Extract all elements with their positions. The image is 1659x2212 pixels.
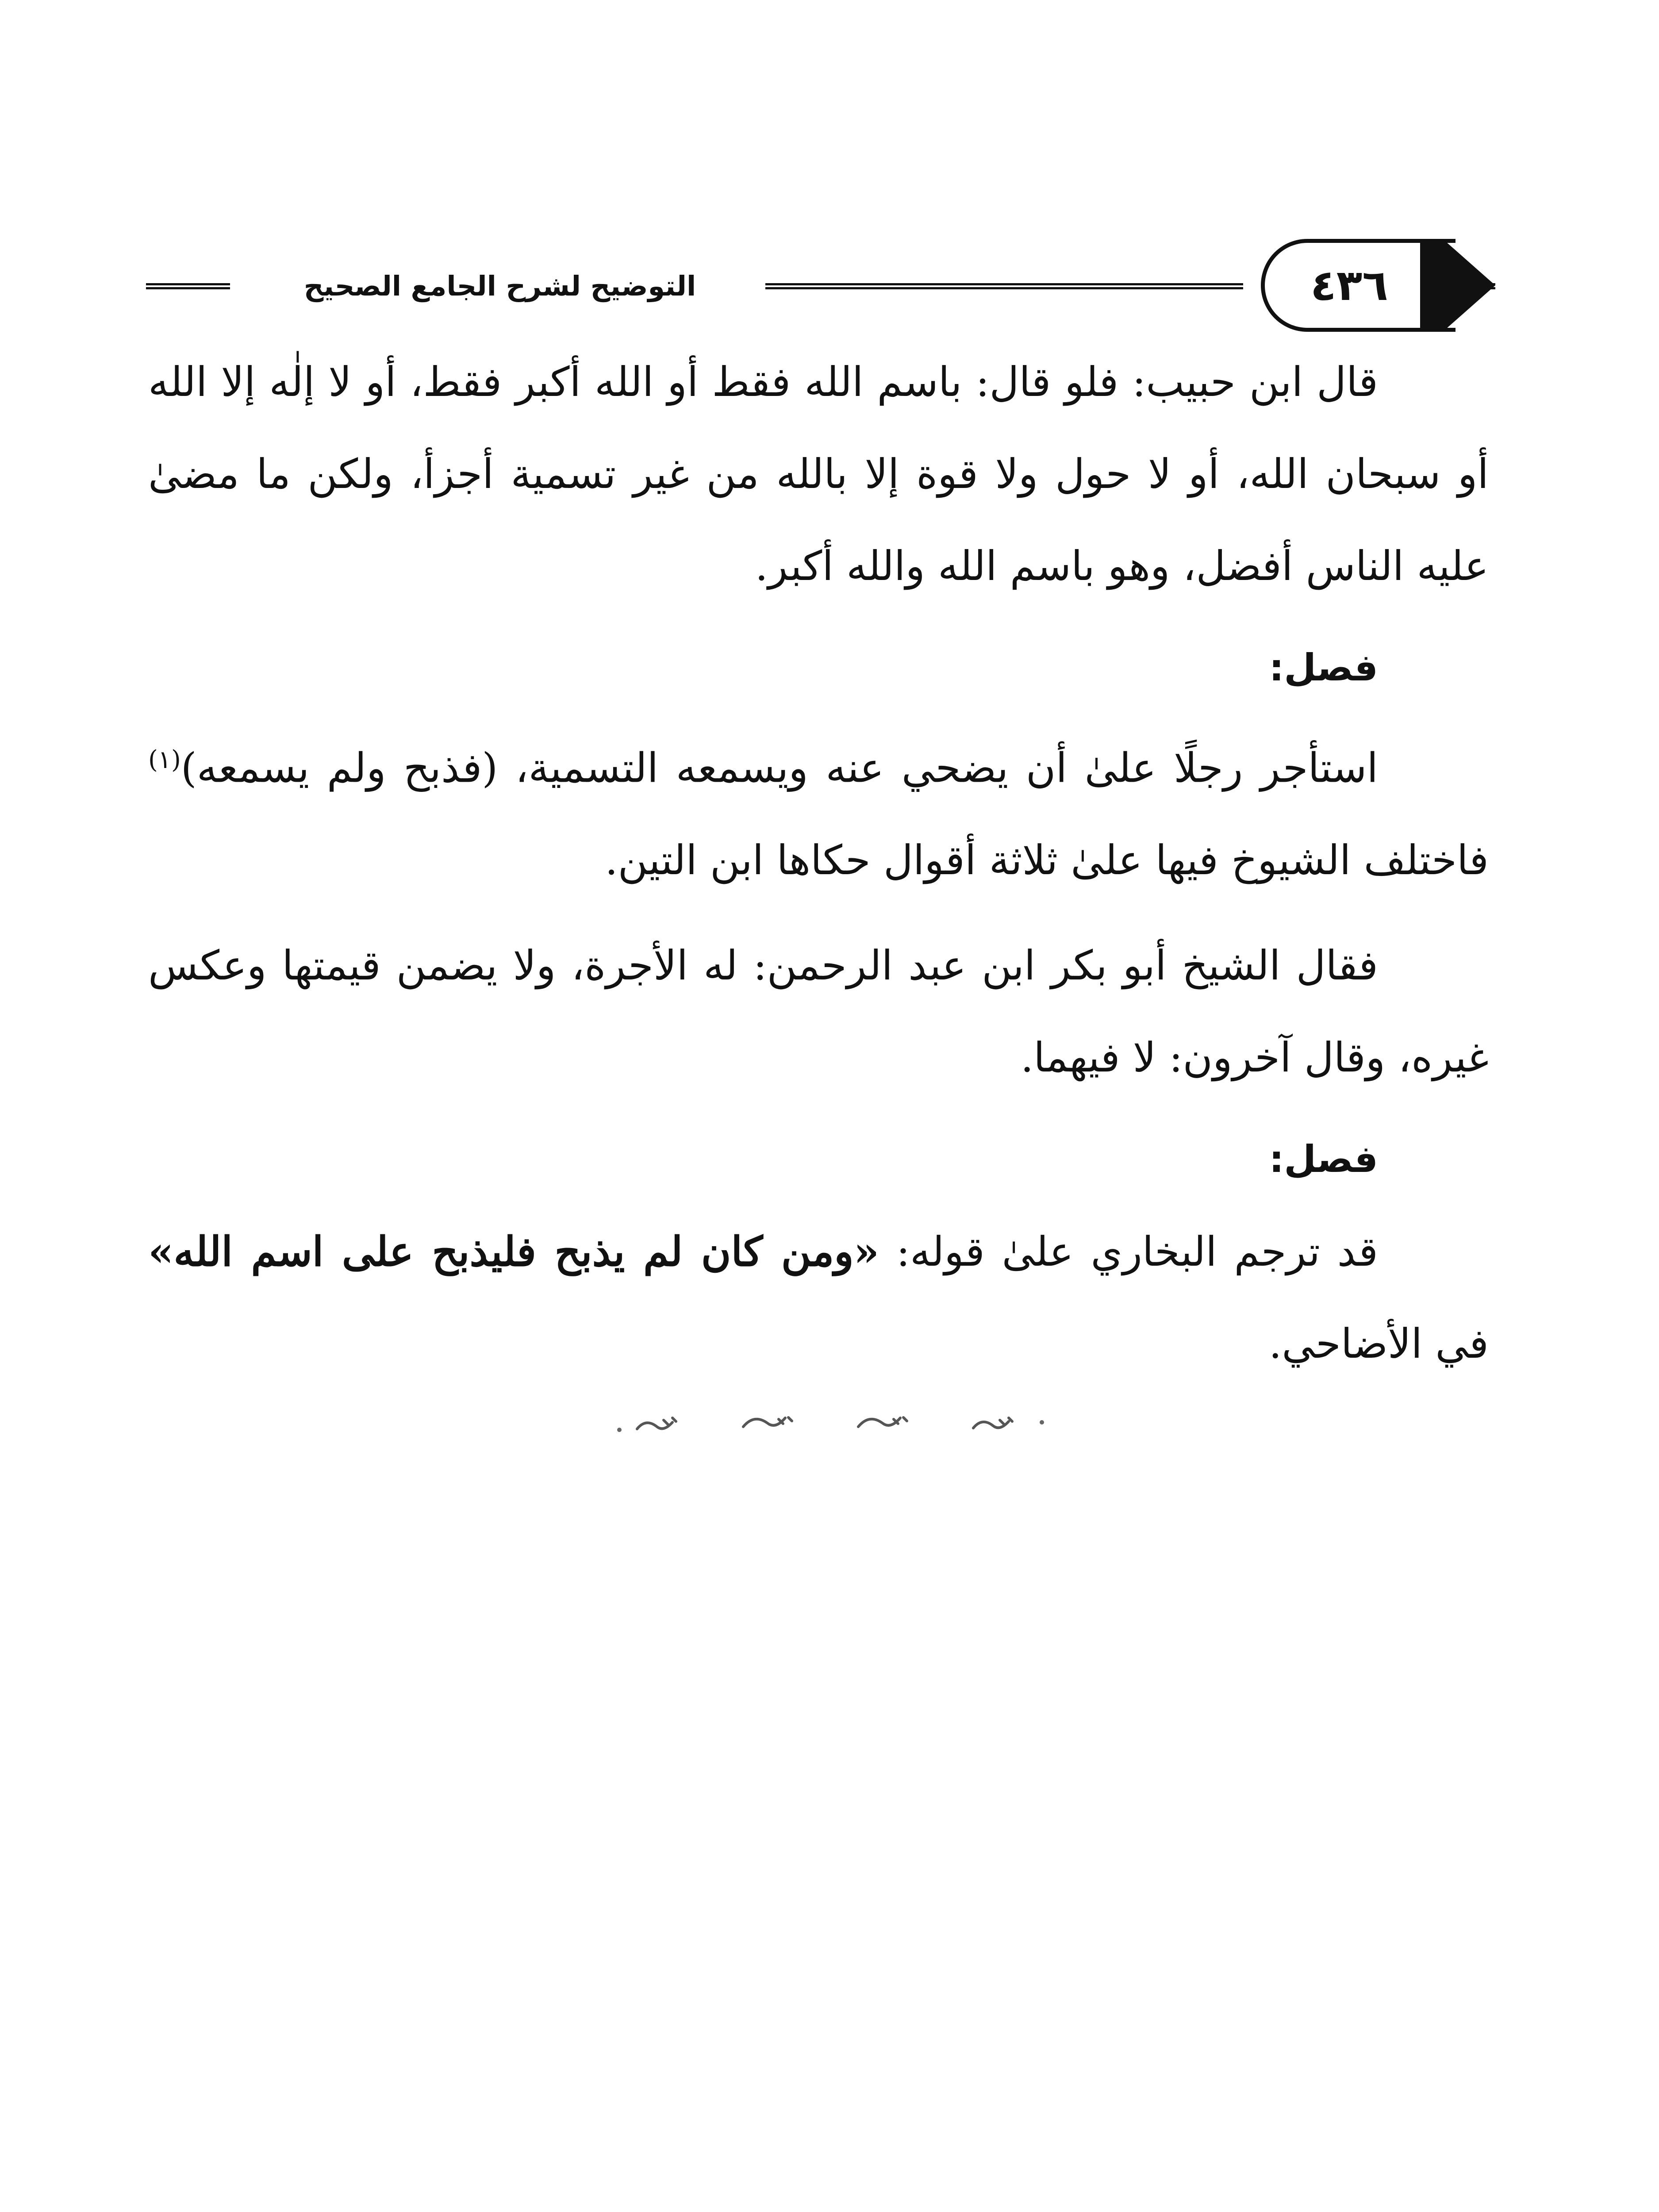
page-number: ٤٣٦ (1310, 261, 1388, 310)
running-title: التوضيح لشرح الجامع الصحيح (303, 270, 696, 302)
paragraph-2-text-end: فاختلف الشيوخ فيها علىٰ ثلاثة أقوال حكاها ابن التين. (605, 836, 1489, 884)
paragraph-2 (148, 714, 1489, 906)
section-end-ornament (611, 1402, 1053, 1442)
paragraph-4-text: قد ترجم البخاري علىٰ قوله: (879, 1228, 1378, 1275)
section-heading-1: فصل: (1269, 646, 1378, 689)
paragraph-4-text-end: في الأضاحي. (1269, 1320, 1489, 1367)
header-rule-middle (765, 283, 1243, 289)
paragraph-4 (148, 1206, 1489, 1390)
paragraph-3: فقال الشيخ أبو بكر ابن عبد الرحمن: له الأجرة، ولا يضمن قيمتها وعكس غيره، وقال آخرون: لا فيهما. (148, 941, 1489, 1081)
header-rule-left (146, 283, 230, 289)
main-text (148, 336, 1489, 1403)
paragraph-2-text: استأجر رجلًا علىٰ أن يضحي عنه ويسمعه التسمية، (فذبح ولم يسمعه) (180, 744, 1378, 792)
paragraph-1: قال ابن حبيب: فلو قال: باسم الله فقط أو الله أكبر فقط، أو لا إلٰه إلا الله أو سبحان الله، أو لا حول ولا قوة إلا بالله من غير تسمية أجزأ، ولكن ما مضىٰ عليه الناس أفضل، وهو باسم الله والله أكبر. (148, 358, 1489, 590)
section-heading-2: فصل: (1269, 1137, 1378, 1181)
header-rule-right (1455, 283, 1495, 289)
bukhari-chapter-quote: «ومن كان لم يذبح فليذبح على اسم الله» (148, 1227, 879, 1275)
running-header (146, 239, 1495, 332)
footnote-reference-1[interactable]: (١) (148, 745, 181, 774)
